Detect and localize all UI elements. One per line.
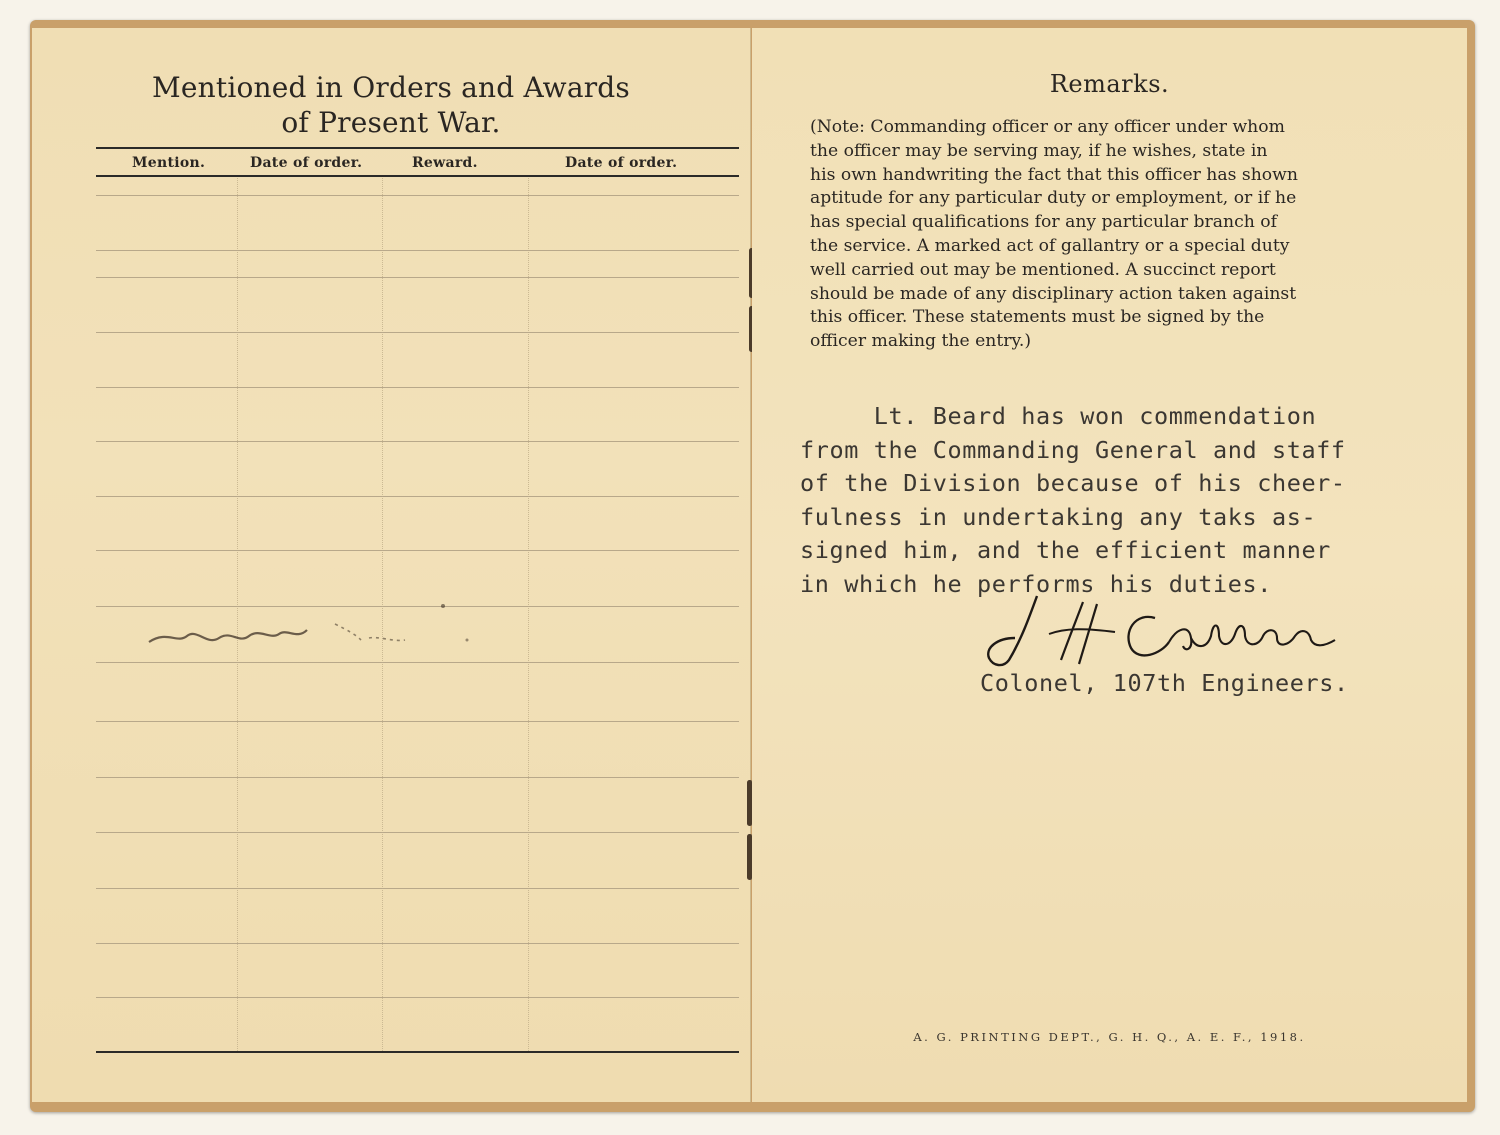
table-row-line	[96, 943, 739, 944]
typed-line: in which he performs his duties.	[800, 569, 1272, 598]
awards-title-line1: Mentioned in Orders and Awards	[152, 71, 630, 104]
note-line: the service. A marked act of gallantry or a special duty	[810, 235, 1290, 256]
typed-line: fulness in undertaking any taks as-	[800, 502, 1317, 531]
table-row-line	[96, 997, 739, 998]
table-row-line	[96, 662, 739, 663]
col-header-mention: Mention.	[132, 155, 206, 171]
table-row-line	[96, 496, 739, 497]
table-row-line	[96, 332, 739, 333]
table-row-line	[96, 721, 739, 722]
table-row-line	[96, 195, 739, 196]
table-row-line	[96, 387, 739, 388]
remarks-title: Remarks.	[1049, 70, 1170, 98]
table-row-line	[96, 832, 739, 833]
booklet	[30, 20, 1475, 1112]
note-line: (Note: Commanding officer or any officer under whom	[810, 117, 1285, 137]
typed-line: of the Division because of his cheer-	[800, 469, 1346, 497]
table-row-line	[96, 441, 739, 442]
table-row-line	[96, 250, 739, 251]
column-divider	[528, 178, 529, 1051]
note-line: his own handwriting the fact that this officer has shown	[810, 164, 1298, 185]
table-row-line	[96, 777, 739, 778]
handwritten-signature	[985, 588, 1365, 673]
typed-line: Lt. Beard has won commendation	[800, 402, 1317, 430]
table-row-line	[96, 888, 739, 889]
printer-imprint: A. G. PRINTING DEPT., G. H. Q., A. E. F., 1918.	[913, 1030, 1306, 1044]
typed-commendation	[800, 400, 1440, 601]
typed-line: from the Commanding General and staff	[800, 435, 1346, 464]
note-line: has special qualifications for any particular branch of	[810, 212, 1277, 233]
typed-line: signed him, and the efficient manner	[800, 536, 1331, 564]
table-top-rule	[96, 147, 739, 149]
table-bottom-rule	[96, 1051, 739, 1053]
table-header-rule	[96, 175, 739, 177]
signer-title: Colonel, 107th Engineers.	[980, 669, 1349, 697]
note-line: officer making the entry.)	[810, 331, 1032, 352]
note-line: aptitude for any particular duty or employment, or if he	[810, 188, 1297, 209]
table-row-line	[96, 277, 739, 278]
note-line: this officer. These statements must be signed by the	[810, 307, 1265, 328]
remarks-note	[810, 116, 1435, 354]
note-line: should be made of any disciplinary action taken against	[810, 283, 1297, 304]
col-header-reward: Reward.	[412, 155, 478, 171]
left-page	[32, 28, 751, 1102]
awards-title-line2: of Present War.	[281, 106, 501, 139]
note-line: the officer may be serving may, if he wishes, state in	[810, 140, 1268, 161]
right-page	[752, 28, 1467, 1102]
col-header-date-of-order-2: Date of order.	[565, 155, 678, 171]
awards-title	[32, 70, 750, 140]
table-row-line	[96, 550, 739, 551]
note-line: well carried out may be mentioned. A succinct report	[810, 259, 1276, 280]
ink-smudge	[147, 600, 487, 660]
col-header-date-of-order: Date of order.	[250, 155, 363, 171]
